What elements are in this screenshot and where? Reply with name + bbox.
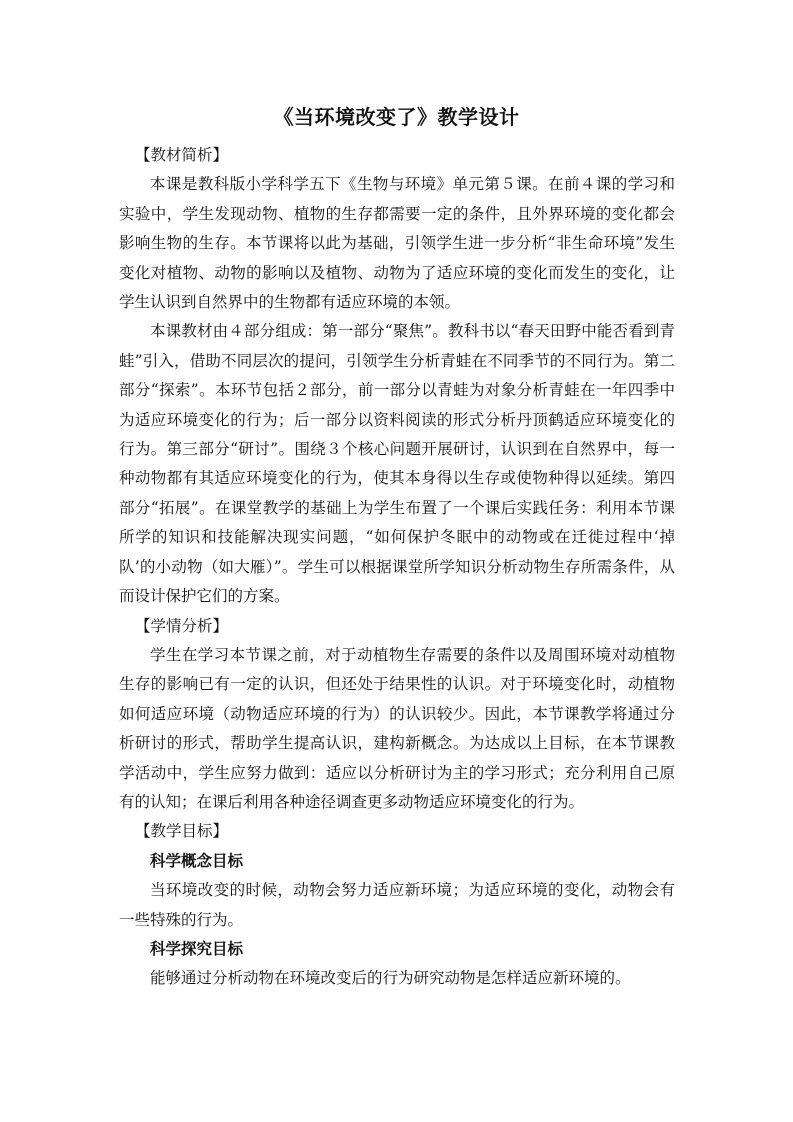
paragraph-textbook-structure: 本课教材由４部分组成：第一部分“聚焦”。教科书以“春天田野中能否看到青蛙”引入，借助不同层次的提问，引领学生分析青蛙在不同季节的不同行为。第二部分“探索”。本环节包括２部分，前一部分以青蛙为对象分析青蛙在一年四季中为适应环境变化的行为；后一部分以资料阅读的形式分析丹顶鹤适应环境变化的行为。第三部分“研讨”。围绕３个核心问题开展研讨，认识到在自然界中，每一种动物都有其适应环境变化的行为，使其本身得以生存或使物种得以延续。第四部分“拓展”。在课堂教学的基础上为学生布置了一个课后实践任务：利用本节课所学的知识和技能解决现实问题，“如何保护冬眠中的动物或在迁徙过程中‘掉队’的小动物（如大雁）”。学生可以根据课堂所学知识分析动物生存所需条件，从而设计保护它们的方案。 [119, 322, 675, 606]
paragraph-student-analysis: 学生在学习本节课之前，对于动植物生存需要的条件以及周围环境对动植物生存的影响已有一定的认识，但还处于结果性的认识。对于环境变化时，动植物如何适应环境（动物适应环境的行为）的认识较少。因此，本节课教学将通过分析研讨的形式，帮助学生提高认识，建构新概念。为达成以上目标，在本节课教学活动中，学生应努力做到：适应以分析研讨为主的学习形式；充分利用自己原有的认知；在课后利用各种途径调查更多动物适应环境变化的行为。 [119, 645, 675, 811]
paragraph-textbook-overview: 本课是教科版小学科学五下《生物与环境》单元第５课。在前４课的学习和实验中，学生发现动物、植物的生存都需要一定的条件，且外界环境的变化都会影响生物的生存。本节课将以此为基础，引领学生进一步分析“非生命环境”发生变化对植物、动物的影响以及植物、动物为了适应环境的变化而发生的变化，让学生认识到自然界中的生物都有适应环境的本领。 [119, 175, 675, 312]
document-title: 《当环境改变了》教学设计 [273, 105, 520, 129]
document-body [119, 141, 675, 994]
subheading-concept-goal: 科学概念目标 [150, 851, 244, 870]
paragraph-inquiry-goal: 能够通过分析动物在环境改变后的行为研究动物是怎样适应新环境的。 [150, 969, 631, 988]
section-heading-student-analysis: 【学情分析】 [135, 616, 229, 635]
section-heading-teaching-goals: 【教学目标】 [135, 822, 229, 841]
section-heading-textbook-analysis: 【教材简析】 [135, 146, 229, 164]
subheading-inquiry-goal: 科学探究目标 [150, 939, 244, 958]
paragraph-concept-goal: 当环境改变的时候，动物会努力适应新环境；为适应环境的变化，动物会有一些特殊的行为。 [119, 881, 675, 929]
